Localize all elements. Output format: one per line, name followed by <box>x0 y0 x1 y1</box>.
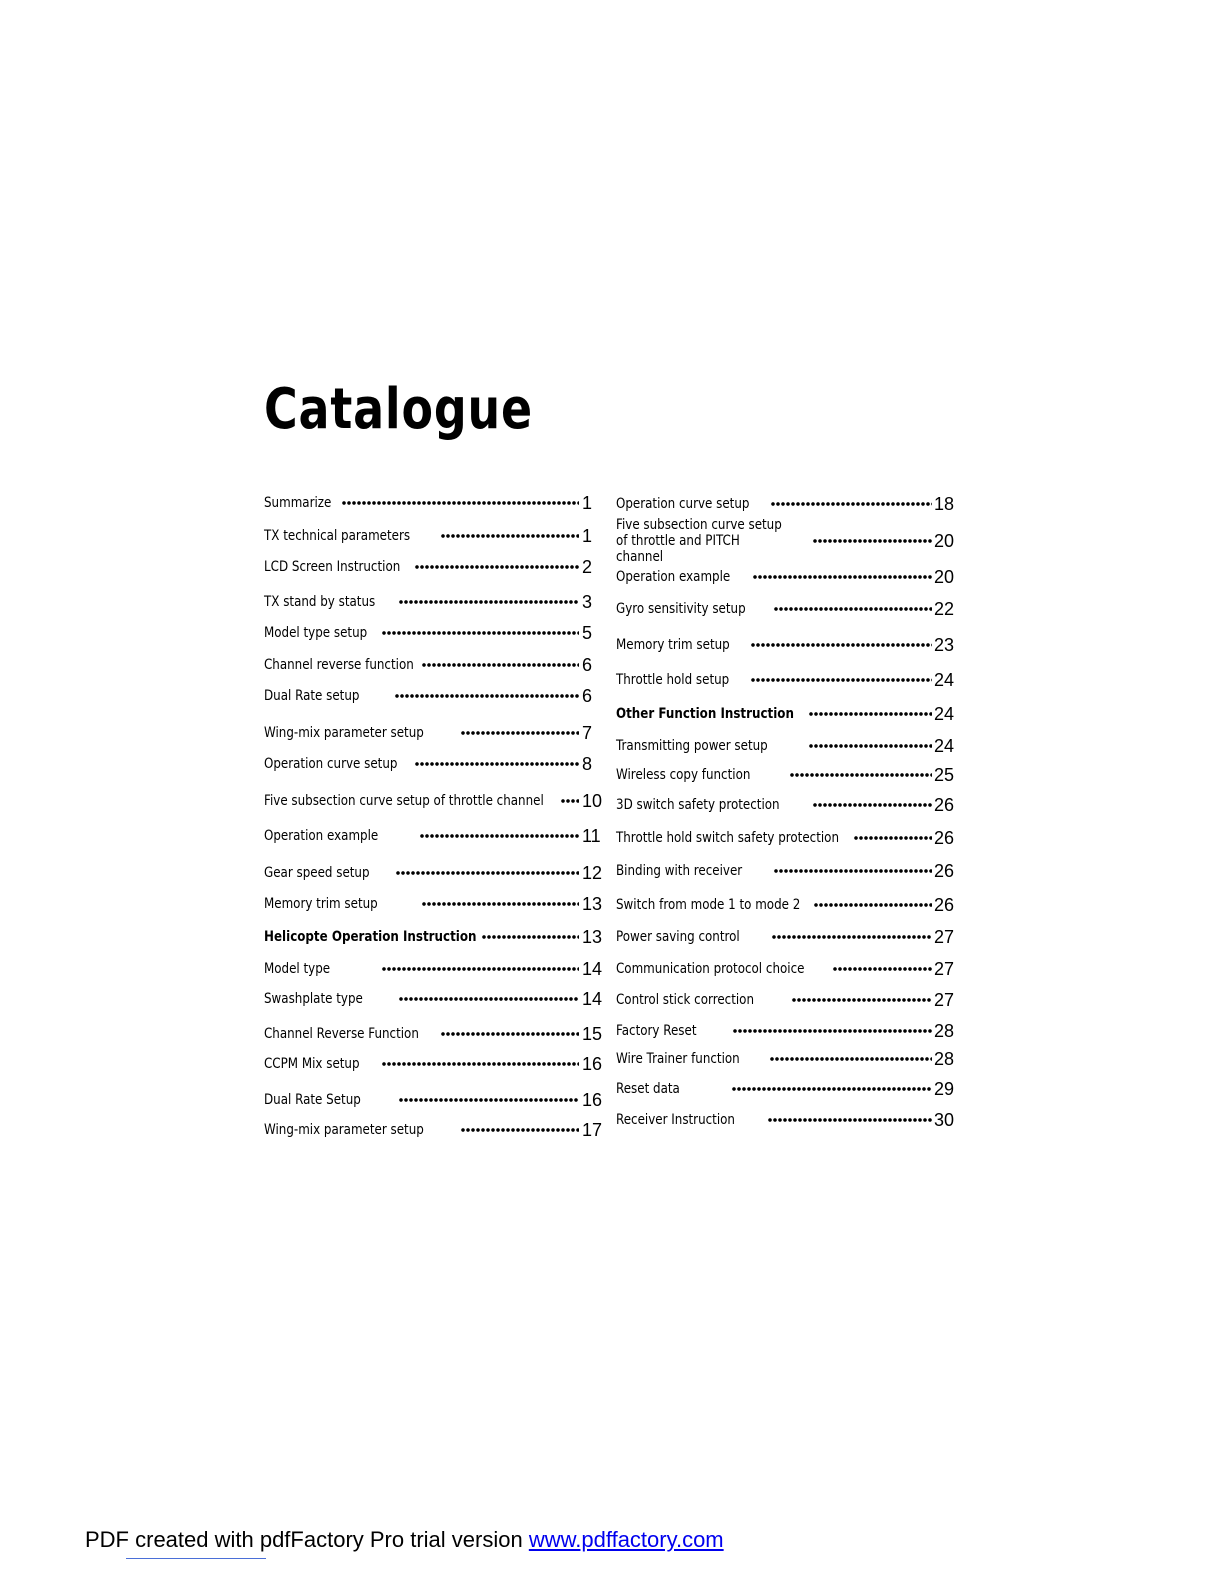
toc-entry-page: 15 <box>582 1024 603 1044</box>
toc-entry-page: 11 <box>582 826 601 846</box>
toc-entry-page: 13 <box>582 927 603 947</box>
toc-entry-label: Gyro sensitivity setup <box>616 600 746 617</box>
dot-leader <box>382 967 579 971</box>
toc-entry[interactable] <box>264 825 604 847</box>
toc-section-heading: Helicopte Operation Instruction <box>264 928 477 945</box>
toc-entry[interactable] <box>264 862 604 884</box>
toc-entry-label: Wire Trainer function <box>616 1050 740 1067</box>
dot-leader <box>482 935 579 939</box>
toc-entry-page: 2 <box>582 557 593 577</box>
toc-entry-label: Factory Reset <box>616 1022 697 1039</box>
toc-entry-page: 26 <box>934 895 955 915</box>
dot-leader <box>422 663 579 667</box>
toc-entry[interactable] <box>616 989 956 1011</box>
toc-entry-page: 26 <box>934 795 955 815</box>
toc-entry-label: Control stick correction <box>616 991 754 1008</box>
toc-entry[interactable] <box>264 556 604 578</box>
toc-entry-page: 20 <box>934 567 955 587</box>
toc-entry[interactable] <box>264 1023 604 1045</box>
dot-leader <box>771 502 932 506</box>
toc-entry[interactable] <box>264 722 604 744</box>
footer-link[interactable]: www.pdffactory.com <box>528 1527 724 1552</box>
dot-leader <box>833 967 932 971</box>
toc-entry-label: Channel reverse function <box>264 656 414 673</box>
dot-leader <box>441 534 579 538</box>
toc-entry-page: 10 <box>582 791 603 811</box>
dot-leader <box>770 1057 932 1061</box>
dot-leader <box>790 773 932 777</box>
toc-entry-page: 28 <box>934 1049 955 1069</box>
toc-entry-label: Transmitting power setup <box>616 737 768 754</box>
toc-entry-label: Model type <box>264 960 331 977</box>
toc-entry-label: Receiver Instruction <box>616 1111 735 1128</box>
toc-entry[interactable] <box>264 790 604 812</box>
toc-entry-page: 24 <box>934 704 955 724</box>
dot-leader <box>382 631 579 635</box>
toc-entry-page: 1 <box>582 526 593 546</box>
toc-entry-label: Five subsection curve setup of throttle and PITCH channel <box>616 516 782 566</box>
dot-leader <box>732 1087 932 1091</box>
toc-entry-heading[interactable] <box>264 926 604 948</box>
toc-entry-page: 26 <box>934 861 955 881</box>
toc-entry-label: Channel Reverse Function <box>264 1025 419 1042</box>
toc-entry-page: 6 <box>582 686 593 706</box>
toc-entry[interactable] <box>264 591 604 613</box>
toc-entry-label: Throttle hold switch safety protection <box>616 829 839 846</box>
toc-entry[interactable] <box>616 926 956 948</box>
toc-entry-page: 16 <box>582 1090 603 1110</box>
dot-leader <box>751 678 932 682</box>
toc-entry-page: 8 <box>582 754 593 774</box>
toc-entry-label: Binding with receiver <box>616 862 743 879</box>
toc-entry-label: Operation example <box>264 827 379 844</box>
toc-entry[interactable] <box>264 1089 604 1111</box>
toc-entry-page: 18 <box>934 494 955 514</box>
dot-leader <box>813 539 932 543</box>
toc-entry[interactable] <box>616 894 956 916</box>
dot-leader <box>422 902 579 906</box>
toc-entry-page: 27 <box>934 927 955 947</box>
dot-leader <box>854 836 932 840</box>
toc-entry[interactable] <box>264 525 604 547</box>
toc-entry-label: Communication protocol choice <box>616 960 805 977</box>
toc-entry-page: 24 <box>934 670 955 690</box>
dot-leader <box>768 1118 932 1122</box>
toc-entry[interactable] <box>616 860 956 882</box>
toc-entry-heading[interactable] <box>616 703 956 725</box>
dot-leader <box>751 643 932 647</box>
toc-entry-page: 30 <box>934 1110 955 1130</box>
toc-entry-page: 28 <box>934 1021 955 1041</box>
toc-entry-page: 20 <box>934 531 955 551</box>
toc-entry[interactable] <box>264 622 604 644</box>
toc-entry-page: 12 <box>582 863 603 883</box>
dot-leader <box>772 935 932 939</box>
toc-entry-label: Dual Rate setup <box>264 687 360 704</box>
toc-entry-label: Throttle hold setup <box>616 671 730 688</box>
toc-entry[interactable] <box>616 735 956 757</box>
dot-leader <box>461 731 579 735</box>
dot-leader <box>420 834 579 838</box>
toc-entry[interactable] <box>264 753 604 775</box>
toc-entry[interactable] <box>616 669 956 691</box>
toc-entry[interactable] <box>264 654 604 676</box>
toc-entry-page: 3 <box>582 592 593 612</box>
toc-entry[interactable] <box>616 634 956 656</box>
pdf-footer <box>85 1527 724 1553</box>
toc-entry-label: Wing-mix parameter setup <box>264 1121 424 1138</box>
toc-entry-label: Operation curve setup <box>616 495 750 512</box>
toc-entry-label: Summarize <box>264 494 332 511</box>
toc-entry-page: 14 <box>582 959 603 979</box>
toc-entry-label: Wing-mix parameter setup <box>264 724 424 741</box>
toc-entry-page: 16 <box>582 1054 603 1074</box>
toc-entry-page: 5 <box>582 623 593 643</box>
toc-entry[interactable] <box>264 492 604 514</box>
footer-text: PDF created with pdfFactory Pro trial version <box>85 1527 529 1552</box>
toc-entry-label: TX stand by status <box>264 593 376 610</box>
toc-entry-page: 7 <box>582 723 593 743</box>
dot-leader <box>415 762 579 766</box>
toc-entry[interactable] <box>264 958 604 980</box>
toc-entry[interactable] <box>616 1078 956 1100</box>
toc-entry-page: 1 <box>582 493 593 513</box>
toc-entry-label: LCD Screen Instruction <box>264 558 401 575</box>
dot-leader <box>399 997 579 1001</box>
dot-leader <box>774 869 932 873</box>
toc-entry-page: 22 <box>934 599 955 619</box>
toc-entry-label: Memory trim setup <box>264 895 378 912</box>
toc-entry[interactable] <box>264 1119 604 1141</box>
dot-leader <box>813 803 932 807</box>
toc-entry-label: Wireless copy function <box>616 766 751 783</box>
page-title: Catalogue <box>264 377 533 442</box>
dot-leader <box>774 607 932 611</box>
toc-entry[interactable] <box>616 516 956 566</box>
toc-entry[interactable] <box>616 598 956 620</box>
dot-leader <box>792 998 932 1002</box>
dot-leader <box>382 1062 579 1066</box>
toc-entry-label: Memory trim setup <box>616 636 730 653</box>
dot-leader <box>809 744 932 748</box>
toc-entry-label: 3D switch safety protection <box>616 796 780 813</box>
toc-entry[interactable] <box>616 827 956 849</box>
dot-leader <box>395 694 579 698</box>
toc-entry[interactable] <box>616 1020 956 1042</box>
toc-entry-page: 14 <box>582 989 603 1009</box>
toc-entry-page: 6 <box>582 655 593 675</box>
toc-entry[interactable] <box>264 893 604 915</box>
toc-entry-page: 23 <box>934 635 955 655</box>
dot-leader <box>809 712 932 716</box>
toc-entry-label: Five subsection curve setup of throttle channel <box>264 792 544 809</box>
toc-entry-label: Operation curve setup <box>264 755 398 772</box>
toc-entry[interactable] <box>616 493 956 515</box>
dot-leader <box>342 501 579 505</box>
toc-entry-page: 26 <box>934 828 955 848</box>
toc-entry-label: TX technical parameters <box>264 527 411 544</box>
dot-leader <box>561 799 579 803</box>
toc-entry-page: 29 <box>934 1079 955 1099</box>
dot-leader <box>733 1029 932 1033</box>
toc-entry-page: 24 <box>934 736 955 756</box>
dot-leader <box>441 1032 579 1036</box>
dot-leader <box>415 565 579 569</box>
dot-leader <box>461 1128 579 1132</box>
toc-entry[interactable] <box>616 566 956 588</box>
dot-leader <box>396 871 579 875</box>
toc-entry-page: 17 <box>582 1120 603 1140</box>
toc-entry-label: Swashplate type <box>264 990 363 1007</box>
toc-entry-page: 25 <box>934 765 955 785</box>
toc-entry[interactable] <box>264 685 604 707</box>
toc-entry[interactable] <box>616 1048 956 1070</box>
toc-entry[interactable] <box>616 958 956 980</box>
toc-entry-page: 13 <box>582 894 603 914</box>
dot-leader <box>399 1098 579 1102</box>
dot-leader <box>399 600 579 604</box>
toc-entry-page: 27 <box>934 990 955 1010</box>
toc-entry-page: 27 <box>934 959 955 979</box>
toc-entry-label: CCPM Mix setup <box>264 1055 360 1072</box>
toc-entry-label: Reset data <box>616 1080 680 1097</box>
toc-entry[interactable] <box>616 764 956 786</box>
toc-entry[interactable] <box>616 1109 956 1131</box>
toc-entry-label: Model type setup <box>264 624 368 641</box>
toc-entry[interactable] <box>264 1053 604 1075</box>
toc-entry[interactable] <box>264 988 604 1010</box>
dot-leader <box>814 903 932 907</box>
toc-entry-label: Switch from mode 1 to mode 2 <box>616 896 801 913</box>
toc-entry-label: Gear speed setup <box>264 864 370 881</box>
dot-leader <box>753 575 932 579</box>
toc-entry-label: Power saving control <box>616 928 740 945</box>
footer-underline <box>126 1558 266 1559</box>
toc-section-heading: Other Function Instruction <box>616 705 794 722</box>
toc-entry-label: Operation example <box>616 568 731 585</box>
toc-entry[interactable] <box>616 794 956 816</box>
toc-entry-label: Dual Rate Setup <box>264 1091 361 1108</box>
